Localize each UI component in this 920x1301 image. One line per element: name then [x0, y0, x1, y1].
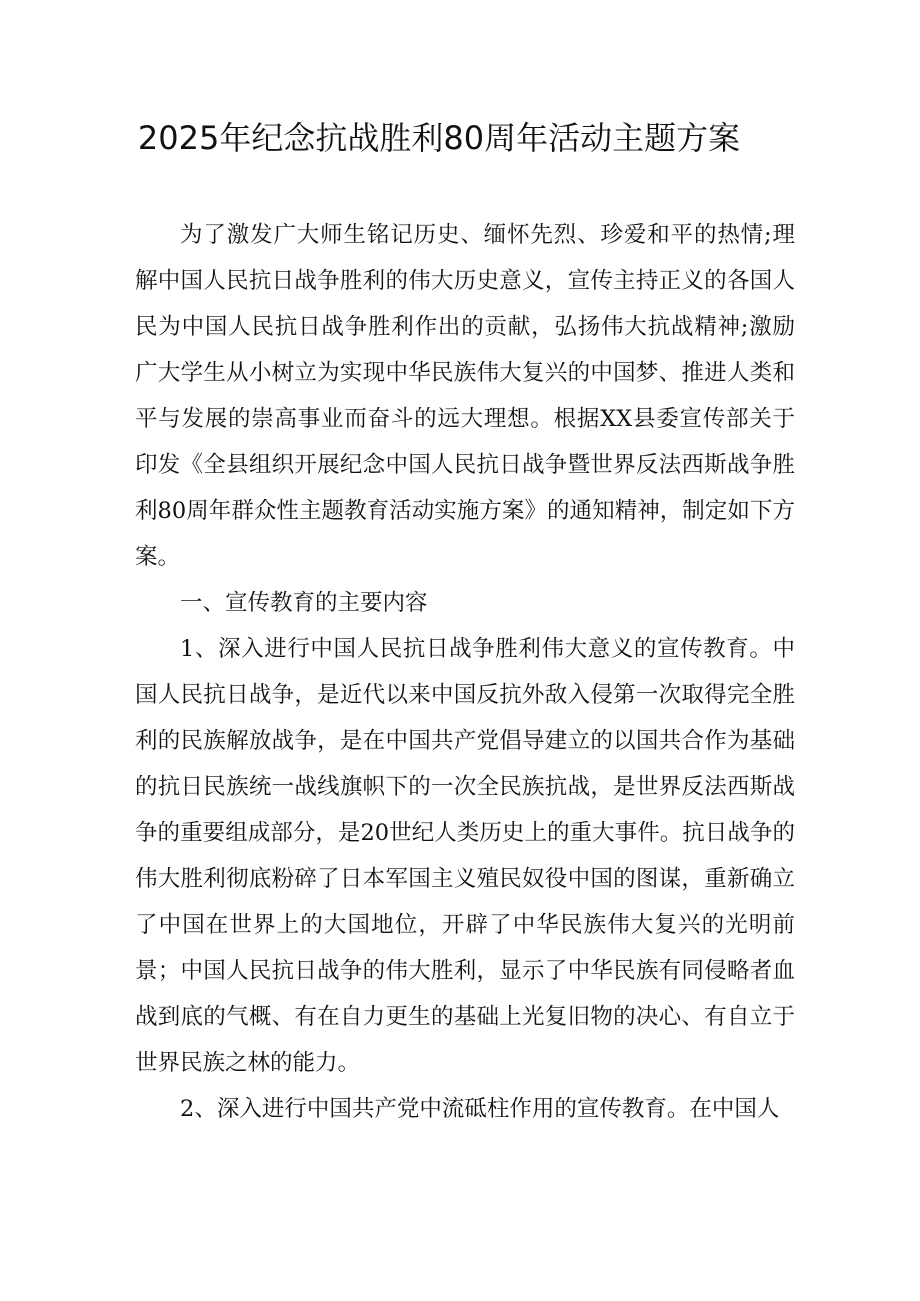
document-body [135, 212, 795, 1132]
document-title: 2025年纪念抗战胜利80周年活动主题方案 [137, 119, 741, 157]
item-2-paragraph: 2、深入进行中国共产党中流砥柱作用的宣传教育。在中国人 [180, 1096, 780, 1122]
section-heading: 一、宣传教育的主要内容 [180, 590, 428, 616]
intro-paragraph: 为了激发广大师生铭记历史、缅怀先烈、珍爱和平的热情;理解中国人民抗日战争胜利的伟大历史意义，宣传主持正义的各国人民为中国人民抗日战争胜利作出的贡献，弘扬伟大抗战精神;激励广大学生从小树立为实现中华民族伟大复兴的中国梦、推进人类和平与发展的崇高事业而奋斗的远大理想。根据XX县委宣传部关于印发《全县组织开展纪念中国人民抗日战争暨世界反法西斯战争胜利80周年群众性主题教育活动实施方案》的通知精神，制定如下方案。 [135, 222, 795, 570]
item-1-paragraph: 1、深入进行中国人民抗日战争胜利伟大意义的宣传教育。中国人民抗日战争，是近代以来中国反抗外敌入侵第一次取得完全胜利的民族解放战争，是在中国共产党倡导建立的以国共合作为基础的抗日民族统一战线旗帜下的一次全民族抗战，是世界反法西斯战争的重要组成部分，是20世纪人类历史上的重大事件。抗日战争的伟大胜利彻底粉碎了日本军国主义殖民奴役中国的图谋，重新确立了中国在世界上的大国地位，开辟了中华民族伟大复兴的光明前景；中国人民抗日战争的伟大胜利，显示了中华民族有同侵略者血战到底的气概、有在自力更生的基础上光复旧物的决心、有自立于世界民族之林的能力。 [135, 636, 795, 1076]
